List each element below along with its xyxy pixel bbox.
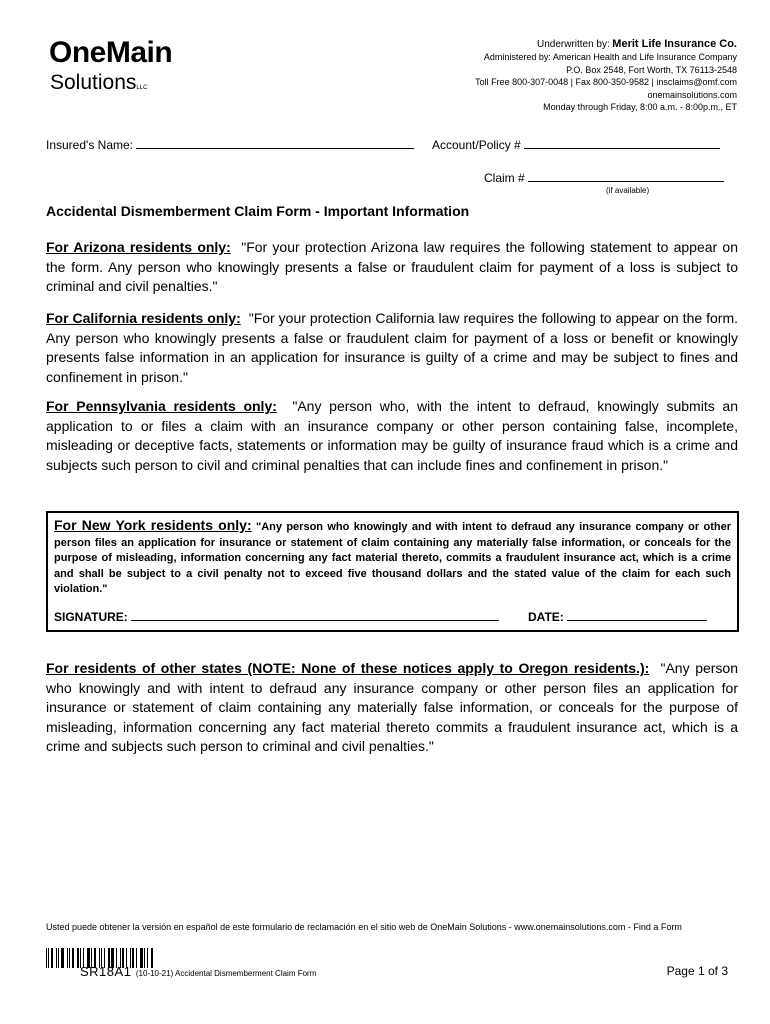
barcode-bar — [58, 948, 59, 968]
new-york-notice-box — [46, 511, 739, 632]
form-code: SR18A1 (10-10-21) Accidental Dismemberment Claim Form — [80, 964, 317, 979]
claim-input[interactable] — [528, 171, 724, 182]
signature-input[interactable] — [131, 610, 499, 621]
if-available-hint: (if available) — [606, 186, 650, 195]
date-input[interactable] — [567, 610, 707, 621]
new-york-notice: For New York residents only: "Any person who knowingly and with intent to defraud any insurance company or other person files an application for insurance or statement of claim containing any materially false information, or conceals for the purpose of misleading, information concerning any fact material thereto, commits a fraudulent insurance act, which is a crime and shall be subject to a civil penalty not to exceed five thousand dollars and the stated value of the claim for each such violation." — [54, 517, 731, 595]
phone-fax-email-line: Toll Free 800-307-0048 | Fax 800-350-9582 | insclaims@omf.com — [475, 77, 737, 88]
insured-name-input[interactable] — [136, 138, 414, 149]
arizona-notice: For Arizona residents only: "For your protection Arizona law requires the following statement to appear on the form. Any person who knowingly presents a false or fraudulent claim for payment of a loss is subject to criminal and civil penalties." — [46, 239, 739, 294]
website-line: onemainsolutions.com — [647, 89, 737, 100]
pennsylvania-label: For Pennsylvania residents only: — [46, 398, 277, 414]
barcode-bar — [72, 948, 74, 968]
barcode-bar — [56, 948, 57, 968]
arizona-label: For Arizona residents only: — [46, 239, 231, 255]
logo-solutions: SolutionsLLC — [50, 71, 148, 94]
california-label: For California residents only: — [46, 310, 241, 326]
form-title: Accidental Dismemberment Claim Form - Important Information — [46, 203, 470, 219]
signature-field: SIGNATURE: — [54, 610, 499, 624]
logo-onemain: OneMain — [49, 36, 173, 69]
hours-line: Monday through Friday, 8:00 a.m. - 8:00p.m., ET — [543, 102, 737, 113]
insured-name-field: Insured's Name: — [46, 138, 414, 152]
claim-field: Claim # — [484, 171, 724, 185]
other-states-label: For residents of other states (NOTE: None of these notices apply to Oregon residents.): — [46, 660, 650, 676]
address-line: P.O. Box 2548, Fort Worth, TX 76113-2548 — [566, 64, 737, 75]
administrator-line: Administered by: American Health and Life Insurance Company — [483, 52, 737, 63]
barcode-bar — [48, 948, 49, 968]
barcode-bar — [61, 948, 64, 968]
date-field: DATE: — [528, 610, 707, 624]
barcode-bar — [46, 948, 47, 968]
california-notice: For California residents only: "For your protection California law requires the following to appear on the form. Any person who knowingly presents a false or fraudulent claim for payment of a loss or benefit or knowingly presents false information in an application for insurance is guilty of a crime and may be subject to fines and confinement in prison." — [46, 310, 739, 385]
barcode-bar — [69, 948, 70, 968]
header-contact-block — [475, 38, 737, 113]
new-york-label: For New York residents only: — [54, 517, 252, 533]
account-policy-field: Account/Policy # — [432, 138, 720, 152]
barcode-bar — [77, 948, 79, 968]
other-states-notice: For residents of other states (NOTE: None of these notices apply to Oregon residents.): "Any person who knowingly and with intent to defraud any insurance company or other person files an application for insurance or statement of claim containing any materially false information, or conceals for the purpose of misleading, information concerning any fact material thereto commits a fraudulent insurance act, which is a crime and subjects such person to criminal and civil penalties." — [46, 660, 738, 754]
spanish-version-note: Usted puede obtener la versión en español de este formulario de reclamación en el sitio web de OneMain Solutions - www.onemainsolutions.com - Find a Form — [46, 922, 682, 932]
underwriter-line: Underwritten by: Merit Life Insurance Co. — [536, 38, 737, 50]
barcode-bar — [67, 948, 68, 968]
page-number: Page 1 of 3 — [666, 964, 728, 978]
logo-trademark: LLC — [136, 85, 148, 91]
account-policy-input[interactable] — [524, 138, 720, 149]
barcode-bar — [51, 948, 53, 968]
pennsylvania-notice: For Pennsylvania residents only: "Any person who, with the intent to defraud, knowingly submits an application to or files a claim with an insurance company or other person containing false, incomplete, misleading or deceptive facts, statements or information may be guilty of insurance fraud which is a crime and subjects such person to civil and criminal penalties that can include fines and confinement in prison." — [46, 398, 738, 473]
